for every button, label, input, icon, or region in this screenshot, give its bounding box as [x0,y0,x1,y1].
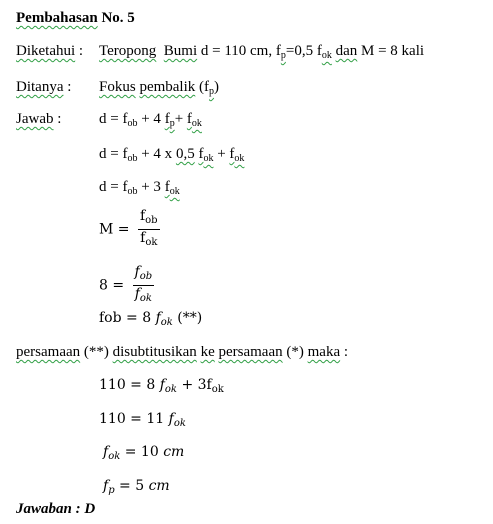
sub-ok: ok [160,317,173,328]
word-disubtitusikan: disubtitusikan [112,344,197,360]
sub-ok: ok [173,418,186,429]
step1-f: f [159,377,165,393]
ditanya-word: Ditanya [16,79,64,95]
diketahui-value [99,42,424,65]
eq2-part: + [213,146,230,162]
fob-mark: (**) [172,310,203,326]
diketahui-word: Diketahui [16,43,76,59]
title-word: Pembahasan [16,10,98,26]
word-bumi: Bumi [163,43,198,59]
substitution-note [16,343,348,361]
step3-unit: cm [163,444,185,460]
note-colon: : [340,344,349,360]
equation-3 [99,178,180,201]
step4-unit: cm [148,478,170,494]
fraction-denominator [133,286,155,307]
eq2-f: f [229,146,235,162]
fraction [138,208,160,251]
sub-ok: ok [234,153,245,164]
den-f: f [134,286,140,302]
eq3-part: d = f [99,179,128,195]
equation-fob [99,309,202,332]
word-pembalik: pembalik [139,79,196,95]
given-d: d = 110 cm, f [197,43,281,59]
equation-1 [99,110,202,133]
diketahui-label [16,42,83,60]
word-persamaan: persamaan [16,344,81,360]
diketahui-sep: : [75,43,84,59]
title-rest: No. 5 [97,10,135,26]
sub-ok: ok [145,237,158,248]
sub-ok: ok [108,451,121,462]
title [16,9,135,27]
sub-ob: ob [145,215,158,226]
sub-ok: ok [139,293,152,304]
sub-ok: ok [169,186,180,197]
fob-f: f [155,310,161,326]
eq2-half: 0,5 [175,146,195,162]
equation-magnification [99,208,160,251]
step3-f: f [103,444,109,460]
word-dan: dan [335,43,358,59]
den-f: f [140,230,146,246]
fraction-denominator [138,230,160,251]
step3-part: = 10 [120,444,164,460]
sub-ob: ob [139,271,153,282]
eq1-part: d = f [99,111,128,127]
given-m: M = 8 kali [357,43,425,59]
given-fp: =0,5 f [285,43,322,59]
eq3-f: f [164,179,170,195]
step4-part: = 5 [114,478,149,494]
word-teropong: Teropong [99,43,157,59]
eq1-part: + [174,111,187,127]
num-f: f [139,208,146,224]
sub-p: p [280,50,286,61]
sub-p: p [209,86,215,97]
note-part: (**) [80,344,113,360]
step-4 [103,477,170,500]
ask-close: ) [214,79,220,95]
sub-ob: ob [127,186,138,197]
sub-ob: ob [127,153,138,164]
sub-p: p [108,485,115,496]
eq1-part: + 4 [137,111,165,127]
jawab-word: Jawab [16,111,54,127]
step-3 [103,443,184,466]
eq2-f: f [198,146,204,162]
answer-text: Jawaban : D [16,501,96,517]
num-f: f [134,264,140,280]
sub-ok: ok [321,50,332,61]
sub-ok: ok [164,384,177,395]
ditanya-label [16,78,71,96]
eq3-part: + 3 [137,179,165,195]
eight-lhs: 8 = [99,277,129,294]
mag-lhs: M = [99,221,134,238]
ditanya-value [99,78,219,101]
fraction [133,264,155,307]
step4-f: f [103,478,109,494]
sub-ok: ok [211,384,224,395]
word-ke: ke [200,344,215,360]
word-maka: maka [307,344,341,360]
step2-f: f [168,411,174,427]
note-part: (*) [282,344,308,360]
jawab-sep: : [53,111,62,127]
sub-p: p [169,118,175,129]
fob-part: fob = 8 [99,310,156,326]
step1-part: + 3f [177,377,212,393]
step-1 [99,376,224,399]
word-persamaan: persamaan [218,344,283,360]
ditanya-sep: : [63,79,72,95]
equation-eight [99,264,154,307]
step2-part: 110 = 11 [99,411,169,427]
final-answer [16,500,95,518]
sub-ok: ok [203,153,214,164]
eq1-f: f [164,111,170,127]
jawab-label [16,110,61,128]
step1-part: 110 = 8 [99,377,160,393]
sub-ok: ok [191,118,202,129]
ask-fp: (f [195,79,210,95]
equation-2 [99,145,244,168]
word-fokus: Fokus [99,79,136,95]
eq2-part: d = f [99,146,128,162]
fraction-numerator [138,208,160,230]
eq2-part: + 4 x [137,146,176,162]
sub-ob: ob [127,118,138,129]
step-2 [99,410,186,433]
eq1-f: f [186,111,192,127]
fraction-numerator [133,264,155,286]
